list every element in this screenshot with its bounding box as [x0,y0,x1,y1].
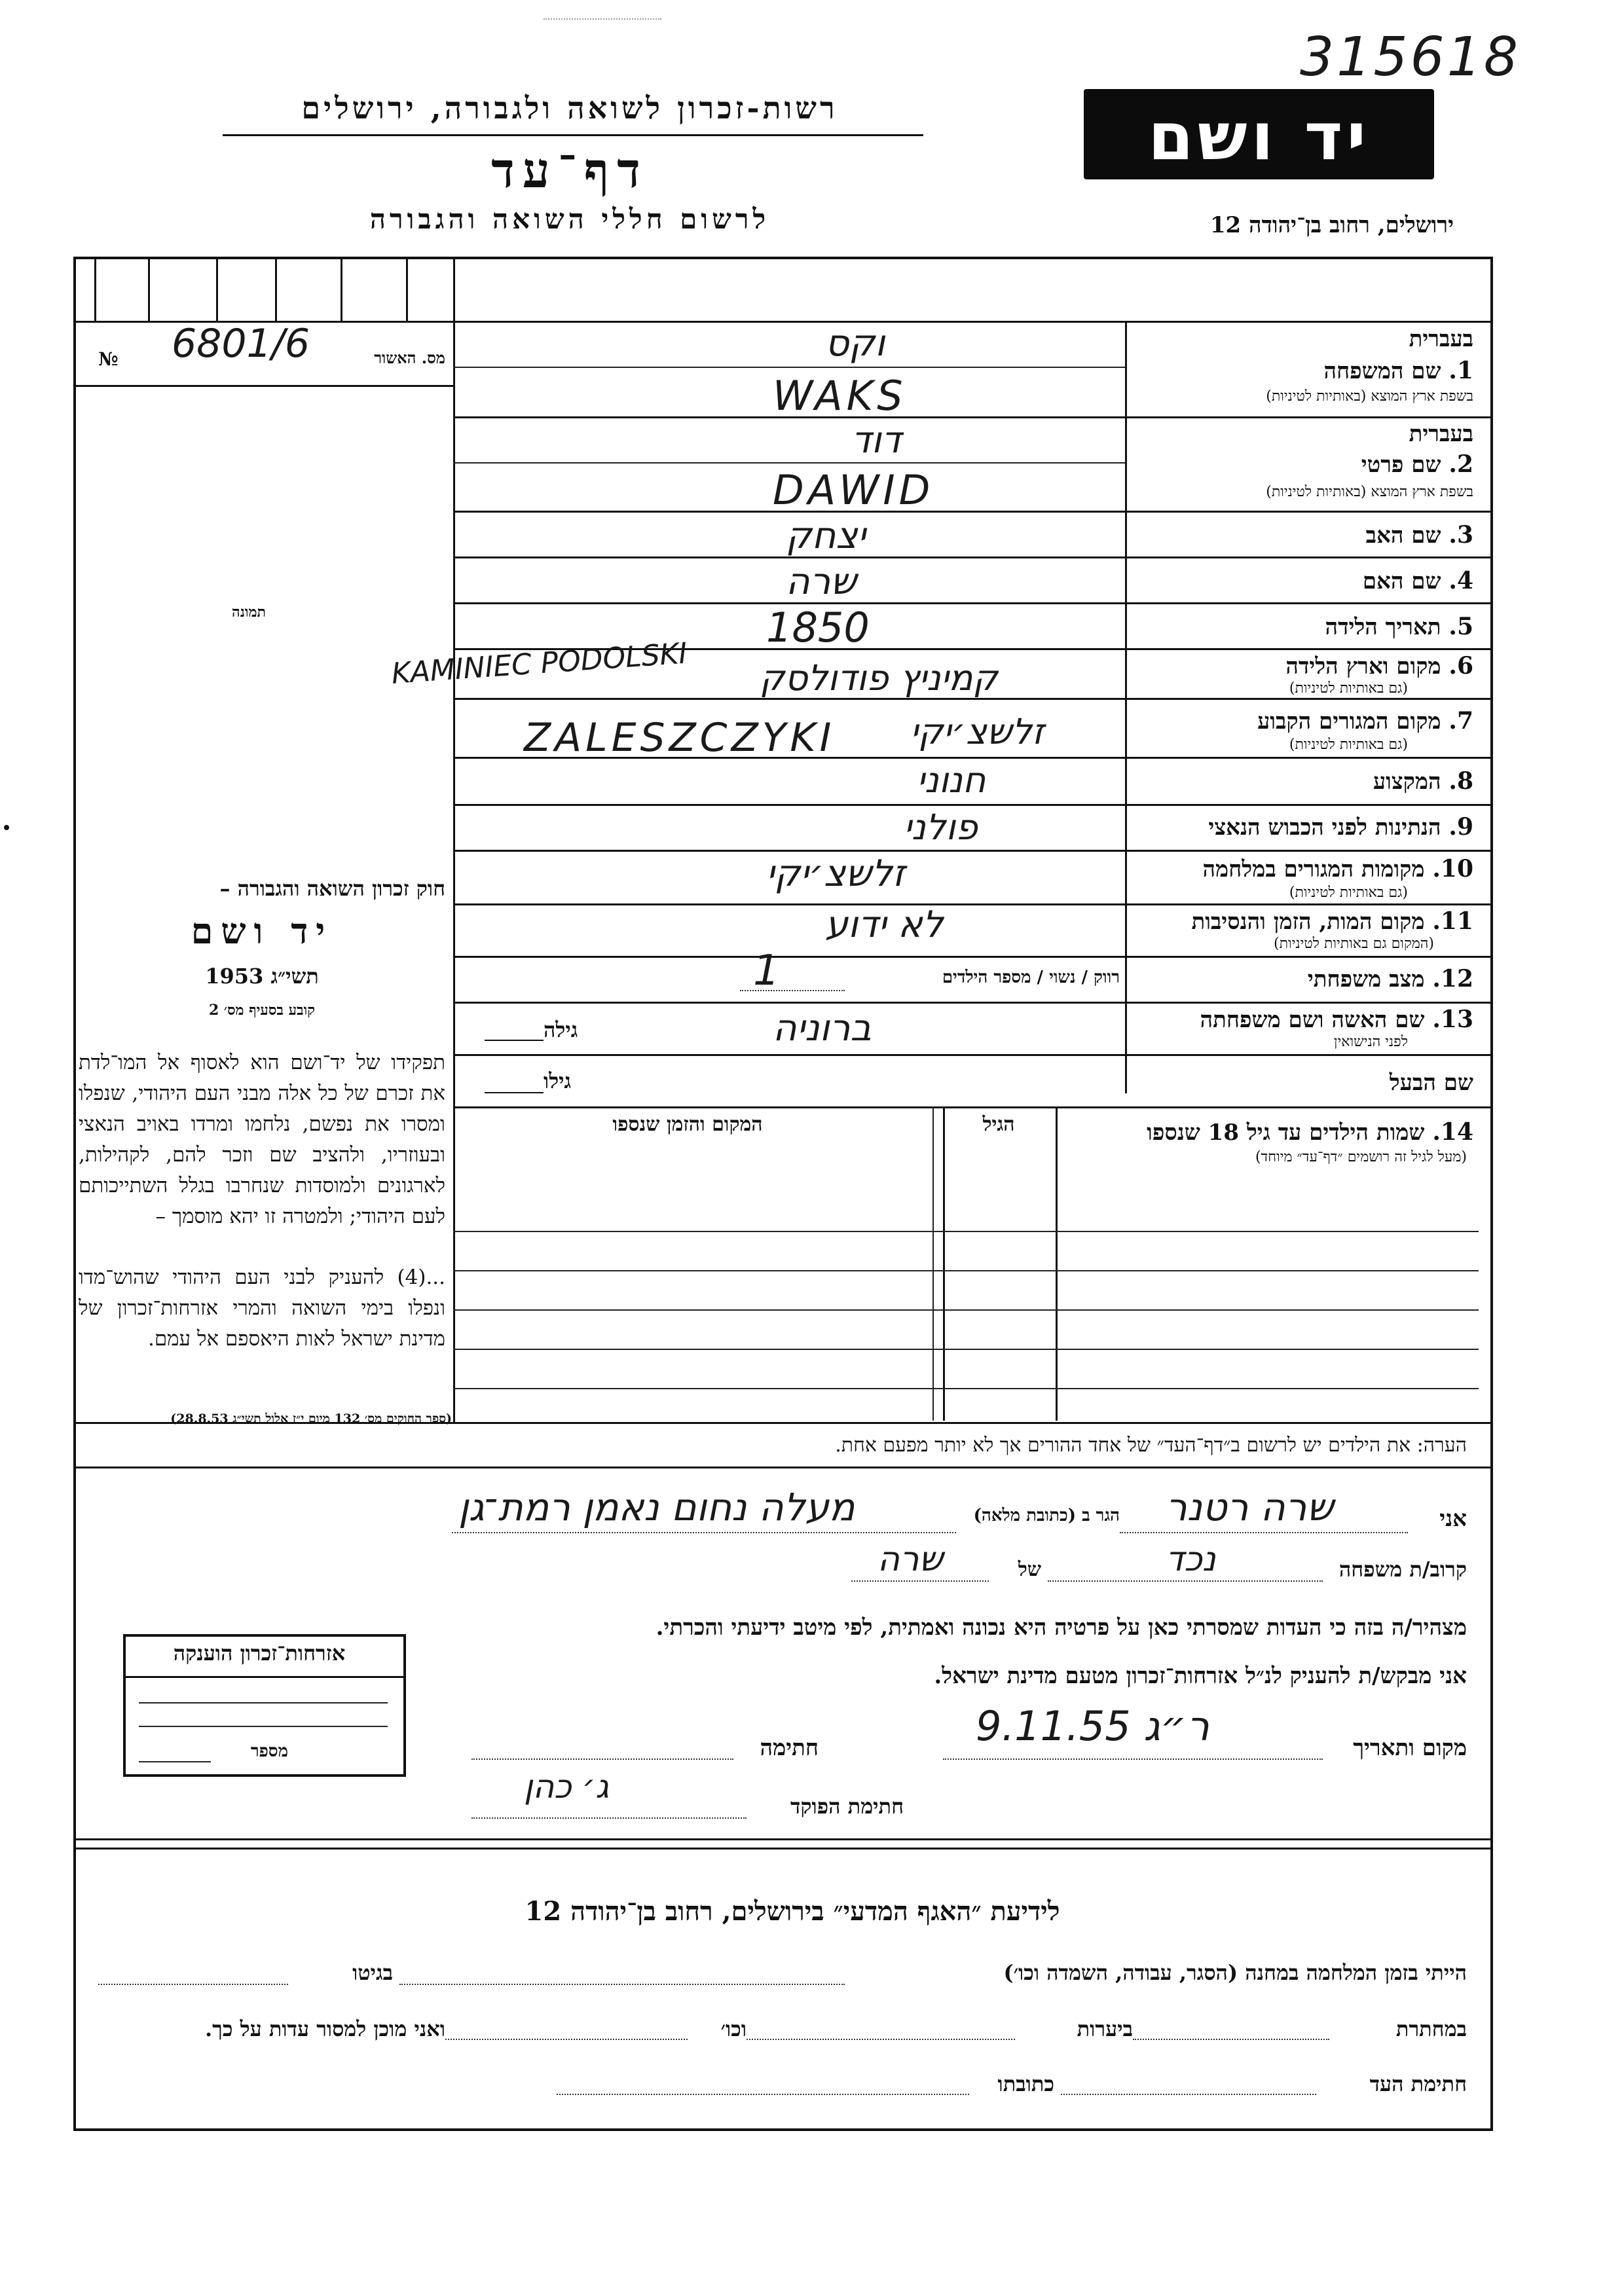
husband-age-line [485,1092,544,1093]
stamp-box-number-label: מספר [250,1741,288,1761]
decl-resident-line [452,1532,956,1533]
footer-title: לידיעת ״האגף המדעי״ בירושלים, רחוב בן־יהודה 12 [525,1896,1060,1927]
row-rule-11 [453,956,1490,958]
footer-line1-b: בגיטו [352,1960,393,1985]
stamp-box-title: אזרחות־זכרון הוענקה [173,1641,346,1666]
decl-place-date-line [943,1758,1323,1760]
decl-statement-1: מצהיר/ה בזה כי העדות שמסרתי כאן על פרטיה היא נכונה ואמתית, לפי מיטב ידיעתי והכרתי. [655,1614,1467,1641]
note-text: הערה: את הילדים יש לרשום ב״דף־העד״ של אחד ההורים אך לא יותר מפעם אחת. [835,1434,1467,1457]
field-1-value-latin[interactable]: WAKS [773,372,907,420]
row-rule-3 [453,556,1490,558]
row-rule-1 [453,367,1125,368]
field-5-label: 5. תאריך הלידה [1325,613,1473,640]
archive-number: 315618 [1300,26,1521,88]
stamp-box-line-2 [139,1726,388,1727]
decl-resident-value[interactable]: מעלה נחום נאמן רמת־גן [458,1485,855,1529]
form-title: דף־עד [491,143,648,199]
decl-of-line [851,1580,989,1582]
field-2-sub: בשפת ארץ המוצא (באותיות לטיניות) [1266,484,1473,500]
row-rule-1b [453,416,1490,418]
authority-title: רשות-זכרון לשואה ולגבורה, ירושלים [301,90,838,126]
field-13-value[interactable]: ברוניה [773,1007,872,1049]
child-row-5 [453,1388,1479,1389]
law-name: יד ושם [191,910,333,952]
footer-line1-dots [399,1984,845,1985]
scan-artifact-line [544,18,661,20]
decl-officer-label: חתימת הפוקד [790,1794,904,1819]
decl-relation-label: קרוב/ת משפחה [1338,1557,1467,1582]
field-3-value[interactable]: יצחק [786,515,866,557]
footer-line2-dots-b [747,2039,1015,2040]
field-13-sub: לפני הנישואין [1333,1034,1408,1050]
decl-i-line [1120,1532,1408,1533]
field-6-value[interactable]: קמיניץ פודולסק [760,657,998,699]
field-12-sub: רווק / נשוי / מספר הילדים [942,968,1120,987]
field-8-label: 8. המקצוע [1373,767,1473,795]
children-label: 14. שמות הילדים עד גיל 18 שנספו [1147,1118,1473,1146]
field-2-label: 2. שם פרטי [1361,450,1473,478]
row-rule-4 [453,602,1490,604]
side-panel-divider [453,257,455,1422]
decl-place-date-value[interactable]: ר״ג 9.11.55 [976,1702,1209,1750]
footer-line2-d: ואני מוכן למסור עדות על כך. [204,2016,445,2041]
yad-vashem-logo: יד ושם [1084,89,1434,179]
decl-of-label: של [1018,1558,1041,1581]
field-3-label: 3. שם האב [1365,521,1473,549]
field-12-value[interactable]: 1 [753,947,780,995]
strip-tick-4 [275,257,277,321]
child-row-4 [453,1349,1479,1350]
footer-double-rule-1 [73,1838,1490,1840]
law-text-2: ...(4) להעניק לבני העם היהודי שהוש־מדו ונפלו בימי השואה והמרי אזרחות־זכרון של מדינת ישראל לאות היאספם אל עמם. [79,1266,445,1351]
row-rule-2b [453,511,1490,513]
decl-officer-line [471,1817,747,1819]
footer-line3-a: חתימת העד [1369,2071,1467,2096]
field-11-sub: (המקום גם באותיות לטיניות) [1274,936,1434,952]
field-10-label: 10. מקומות המגורים במלחמה [1202,855,1473,883]
field-7-value-latin[interactable]: ZALESZCZYKI [524,715,836,761]
field-10-sub: (גם באותיות לטיניות) [1289,884,1408,901]
field-7-sub: (גם באותיות לטיניות) [1289,737,1408,753]
footer-line2-b: ביערות [1077,2016,1133,2041]
children-age-header: הגיל [982,1113,1015,1136]
note-bottom-rule [73,1467,1490,1468]
address: ירושלים, רחוב בן־יהודה 12 [1209,212,1454,238]
footer-line3-dots-b [557,2094,969,2095]
note-top-rule [73,1422,1490,1424]
field-2-lang: בעברית [1409,421,1473,447]
strip-tick-2 [148,257,150,321]
strip-tick-1 [94,257,96,321]
decl-signature-label: חתימה [760,1735,819,1761]
law-title: חוק זכרון השואה והגבורה – [219,876,445,901]
row-rule-9 [453,850,1490,852]
field-11-label: 11. מקום המות, הזמן והנסיבות [1191,907,1473,935]
husband-age-label: גילו [544,1068,572,1093]
footer-line1-end [98,1984,288,1985]
footer-line2-c: וכו׳ [720,2016,747,2041]
field-6-sub: (גם באותיות לטיניות) [1289,680,1408,697]
photo-label: תמונה [232,604,266,621]
field-8-value[interactable]: חנוני [917,759,986,801]
decl-place-date-label: מקום ותאריך [1353,1735,1467,1761]
footer-line2-dots-a [1133,2039,1329,2040]
law-year: תשי״ג 1953 [205,964,319,989]
side-reg-rule [73,385,453,387]
field-5-value[interactable]: 1850 [766,604,870,651]
field-2-value-latin[interactable]: DAWID [773,466,934,514]
field-1-label: 1. שם המשפחה [1323,357,1473,384]
strip-tick-3 [216,257,218,321]
child-row-2 [453,1270,1479,1271]
footer-line2-dots-c [445,2039,688,2040]
stamp-box-rule [123,1676,403,1678]
field-9-label: 9. הנתינות לפני הכבוש הנאצי [1208,813,1473,841]
field-11-value[interactable]: לא ידוע [825,903,944,946]
n-label: № [98,348,119,370]
strip-tick-6 [406,257,408,321]
row-rule-14 [453,1106,1490,1108]
husband-label: שם הבעל [1389,1070,1473,1096]
field-1-lang: בעברית [1409,326,1473,352]
field-12-label: 12. מצב משפחתי [1307,965,1473,993]
law-source: (ספר החוקים מס׳ 132 מיום י״ז אלול תשי״ג 28.8.53) [170,1412,452,1426]
field-13-label: 13. שם האשה ושם משפחתה [1200,1006,1473,1033]
field-1-value-he[interactable]: וקס [825,322,885,365]
field-13-age-label: גילה [544,1017,578,1042]
decl-statement-2: אני מבקש/ת להעניק לנ״ל אזרחות־זכרון מטעם מדינת ישראל. [934,1663,1467,1689]
children-col-3 [932,1106,934,1421]
strip-tick-5 [341,257,342,321]
row-rule-10 [453,903,1490,905]
field-1-sub: בשפת ארץ המוצא (באותיות לטיניות) [1266,388,1473,405]
reg-number-label: מס. האשור [374,348,445,367]
form-subtitle: לרשום חללי השואה והגבורה [369,203,770,235]
header-rule-1 [223,134,923,136]
stamp-box-line-1 [139,1702,388,1704]
field-6-value-latin[interactable]: KAMINIEC PODOLSKI [390,636,688,691]
child-row-1 [453,1231,1479,1232]
decl-i-value[interactable]: שרה רטנר [1166,1485,1334,1529]
field-4-label: 4. שם האם [1362,567,1473,594]
footer-line2-a: במחתרת [1395,2016,1467,2041]
decl-signature-line [471,1758,733,1760]
children-sub: (מעל לגיל זה רושמים ״דף־עד״ מיוחד) [1255,1149,1467,1165]
field-13-age-line [485,1040,544,1041]
decl-resident-label: הגר ב (כתובת מלאה) [973,1506,1120,1525]
decl-relation-value[interactable]: נכד [1166,1540,1216,1579]
row-rule-12 [453,1002,1490,1004]
field-10-value[interactable]: זלשצ׳יקי [766,852,906,895]
children-col-2 [943,1106,945,1421]
footer-double-rule-2 [73,1848,1490,1850]
field-6-label: 6. מקום וארץ הלידה [1285,652,1473,680]
decl-relation-line [1048,1580,1323,1582]
row-rule-2 [453,462,1125,464]
row-rule-8 [453,804,1490,806]
child-row-3 [453,1309,1479,1311]
decl-officer-value[interactable]: ג׳ כהן [524,1768,610,1806]
row-rule-13 [453,1054,1490,1056]
field-7-label: 7. מקום המגורים הקבוע [1257,707,1473,735]
field-7-value[interactable]: זלשצ׳יקי [910,711,1044,752]
field-2-value-he[interactable]: דוד [851,419,902,462]
decl-of-value[interactable]: שרה [877,1540,944,1579]
label-column-divider [1125,321,1127,1093]
field-9-value[interactable]: פולני [904,807,978,848]
field-4-value[interactable]: שרה [786,560,857,603]
decl-i-label: אני [1439,1506,1467,1532]
law-text: תפקידו של יד־ושם הוא לאסוף אל המו־לדת את זכרם של כל אלה מבני העם היהודי, שנפלו ומסרו את נפשם, נלחמו ומרדו באויב הנאצי ובעוזריו, ולהציב שם וזכר להם, לקהילות, לארגונים ולמוסדות שנחרבו בגלל השתייכותם לעם היהודי; ולמטרה זו יהא מוסמך – [79,1051,445,1228]
scan-speck [4,825,9,830]
children-place-header: המקום והזמן שנספו [612,1113,763,1136]
children-col-1 [1056,1106,1058,1421]
stamp-box-number-line [139,1761,211,1762]
law-clause: קובע בסעיף מס׳ 2 [208,1002,316,1019]
footer-line3-dots-a [1061,2094,1316,2095]
footer-line1-a: הייתי בזמן המלחמה במחנה (הסגר, עבודה, השמדה וכו׳) [1003,1960,1467,1985]
reg-number-value: 6801/6 [172,321,310,367]
footer-line3-b: כתובתו [997,2071,1054,2096]
